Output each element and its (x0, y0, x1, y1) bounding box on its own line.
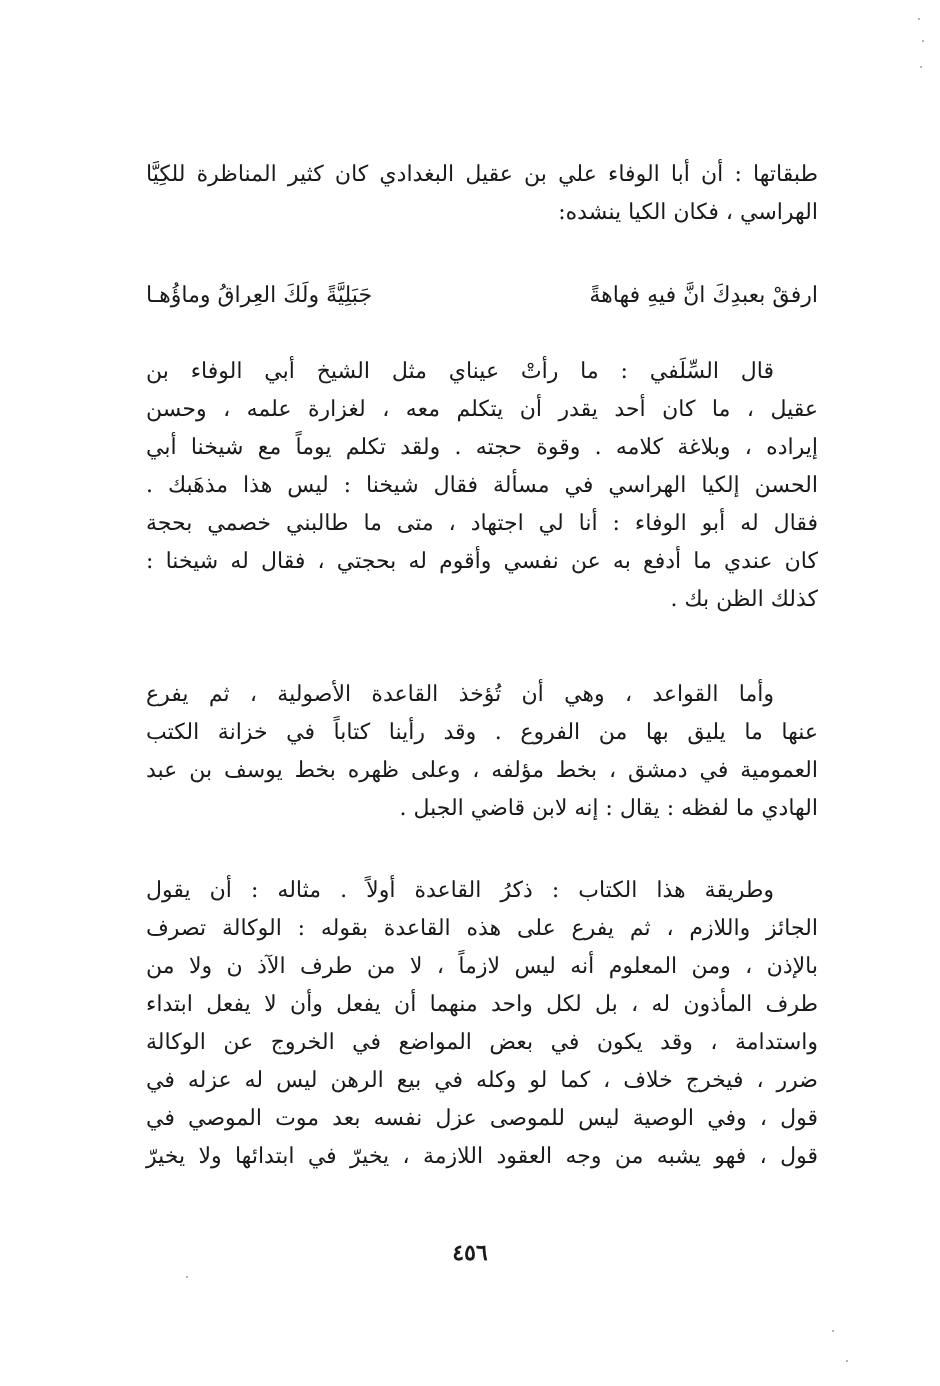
paragraph-4 (146, 872, 818, 1176)
text-line: بالإذن ، ومن المعلوم أنه ليس لازماً ، لا من طرف الآذ ن ولا من (146, 954, 818, 979)
scan-speck (186, 1276, 188, 1278)
text-line: العمومية في دمشق ، بخط مؤلفه ، وعلى ظهره بخط يوسف بن عبد (146, 758, 818, 783)
page-number: ٤٥٦ (452, 1240, 488, 1266)
text-line: وطريقة هذا الكتاب : ذكرُ القاعدة أولاً . مثاله : أن يقول (146, 878, 774, 903)
text-line: طبقاتها : أن أبا الوفاء علي بن عقيل البغدادي كان كثير المناظرة للكِيَّا (146, 162, 818, 187)
paragraph-3 (146, 676, 818, 828)
scan-speck (918, 18, 920, 20)
text-line: ضرر ، فيخرج خلاف ، كما لو وكله في بيع الرهن ليس له عزله في (146, 1068, 818, 1093)
poetry-verse (146, 276, 818, 316)
text-line: قال السِّلَفي : ما رأتْ عيناي مثل الشيخ أبي الوفاء بن (146, 359, 774, 384)
text-line: طرف المأذون له ، بل لكل واحد منهما أن يفعل وأن لا يفعل ابتداء (146, 992, 818, 1017)
text-line: عقيل ، ما كان أحد يقدر أن يتكلم معه ، لغزارة علمه ، وحسن (146, 397, 818, 422)
verse-first-hemistich: ارفقْ بعبدِكَ انَّ فيهِ فهاهةً (589, 283, 818, 308)
paragraph-1 (146, 156, 818, 232)
text-line: وأما القواعد ، وهي أن تُؤخذ القاعدة الأصولية ، ثم يفرع (146, 682, 774, 707)
text-line: إيراده ، وبلاغة كلامه . وقوة حجته . ولقد تكلم يوماً مع شيخنا أبي (146, 435, 818, 460)
text-line: كذلك الظن بك . (670, 587, 818, 612)
text-line: كان عندي ما أدفع به عن نفسي وأقوم له بحجتي ، فقال له شيخنا : (146, 549, 818, 574)
text-line: الهادي ما لفظه : يقال : إنه لابن قاضي الجبل . (399, 796, 818, 821)
text-line: قول ، وفي الوصية ليس للموصى عزل نفسه بعد موت الموصي في (146, 1106, 818, 1131)
scan-speck (846, 1360, 848, 1362)
text-line: واستدامة ، وقد يكون في بعض المواضع في الخروج عن الوكالة (146, 1030, 818, 1055)
text-line: فقال له أبو الوفاء : أنا لي اجتهاد ، متى ما طالبني خصمي بحجة (146, 511, 818, 536)
paragraph-2 (146, 353, 818, 619)
text-line: عنها ما يليق بها من الفروع . وقد رأينا كتاباً في خزانة الكتب (146, 720, 818, 745)
text-line: قول ، فهو يشبه من وجه العقود اللازمة ، يخيرّ في ابتدائها ولا يخيرّ (146, 1144, 818, 1169)
scan-speck (832, 1330, 834, 1332)
text-line: الجائز واللازم ، ثم يفرع على هذه القاعدة بقوله : الوكالة تصرف (146, 916, 818, 941)
scan-speck (920, 66, 922, 68)
text-line: الحسن إلكيا الهراسي في مسألة فقال شيخنا : ليس هذا مذهَبك . (146, 473, 818, 498)
verse-second-hemistich: جَبَلِيَّةً ولَكَ العِراقُ وماؤُهـا (146, 283, 373, 308)
text-line: الهراسي ، فكان الكيا ينشده: (558, 200, 818, 225)
scan-speck (922, 40, 924, 42)
